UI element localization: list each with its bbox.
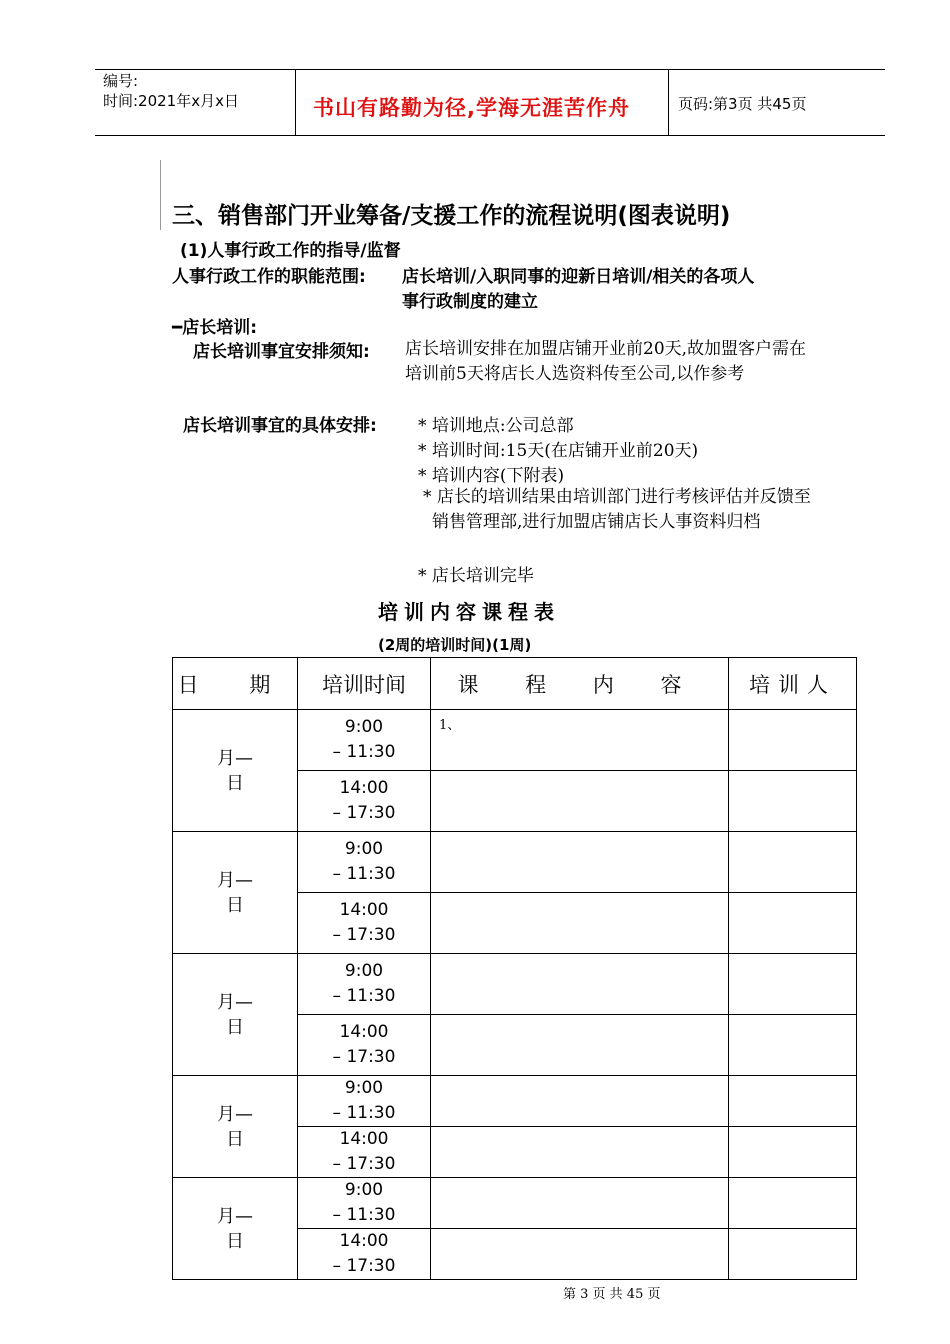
content-cell[interactable] [431,1178,729,1229]
store-training-heading: ━店长培训: [172,318,258,338]
date-month: 月— [217,991,253,1013]
header-bottom-rule [95,135,885,136]
date-month: 月— [217,1205,253,1227]
time-start: 9:00 [344,1180,384,1200]
content-cell[interactable] [431,954,729,1015]
arrangement-label: 店长培训事宜的具体安排: [183,416,377,436]
time-end: – 17:30 [332,1154,396,1174]
time-cell [298,1229,431,1280]
date-cell [173,954,298,1076]
time-start: 14:00 [339,1129,389,1149]
trainer-cell[interactable] [729,1178,857,1229]
time-end: – 11:30 [332,742,396,762]
doc-number-label: 编号: [103,72,139,90]
content-cell[interactable] [431,1015,729,1076]
arrangement-item: * 培训内容(下附表) [418,466,565,486]
time-start: 14:00 [339,900,389,920]
header-trainer: 培训人 [729,658,857,710]
time-start: 14:00 [339,778,389,798]
notice-text: 店长培训安排在加盟店铺开业前20天,故加盟客户需在培训前5天将店长人选资料传至公司,以作参考 [405,339,807,384]
time-start: 9:00 [344,839,384,859]
table-row [173,954,857,1015]
section-title: 三、销售部门开业筹备/支援工作的流程说明(图表说明) [172,203,731,229]
date-month: 月— [217,1103,253,1125]
table-row [173,710,857,771]
date-cell [173,1076,298,1178]
arrangement-item: * 培训时间:15天(在店铺开业前20天) [418,441,699,461]
header-divider-right [668,69,669,136]
date-day: 日 [226,894,244,916]
date-cell [173,1178,298,1280]
header-page-label: 页码:第3页 共45页 [678,95,807,113]
header-time: 培训时间 [298,658,431,710]
time-end: – 11:30 [332,1205,396,1225]
time-cell [298,893,431,954]
header-date: 日 期 [173,658,298,710]
content-cell[interactable] [431,832,729,893]
time-start: 9:00 [344,961,384,981]
trainer-cell[interactable] [729,1229,857,1280]
training-schedule-table [172,657,857,1280]
time-end: – 17:30 [332,1047,396,1067]
time-start: 14:00 [339,1022,389,1042]
content-cell[interactable] [431,771,729,832]
doc-time-label: 时间:2021年x月x日 [103,92,239,110]
header-divider-left [295,69,296,136]
time-end: – 11:30 [332,1103,396,1123]
header-motto: 书山有路勤为径,学海无涯苦作舟 [313,96,630,120]
time-cell [298,1127,431,1178]
table-row [173,1076,857,1127]
table-subtitle: (2周的培训时间)(1周) [378,636,532,654]
content-cell[interactable] [431,1229,729,1280]
time-start: 9:00 [344,717,384,737]
date-cell [173,710,298,832]
content-cell[interactable] [431,893,729,954]
content-cell[interactable]: 1、 [431,710,729,771]
arrangement-item: * 培训地点:公司总部 [418,416,574,436]
arrangement-item: * 店长培训完毕 [418,566,534,586]
trainer-cell[interactable] [729,710,857,771]
trainer-cell[interactable] [729,1015,857,1076]
time-cell [298,1015,431,1076]
page-footer: 第 3 页 共 45 页 [563,1287,661,1302]
trainer-cell[interactable] [729,832,857,893]
header-content: 课 程 内 容 [431,658,729,710]
content-cell[interactable] [431,1127,729,1178]
time-end: – 11:30 [332,986,396,1006]
time-cell [298,832,431,893]
trainer-cell[interactable] [729,1076,857,1127]
time-cell [298,710,431,771]
scope-text-line2: 事行政制度的建立 [402,292,538,312]
time-end: – 17:30 [332,803,396,823]
date-month: 月— [217,747,253,769]
scope-label: 人事行政工作的职能范围: [172,267,366,287]
time-cell [298,1178,431,1229]
date-day: 日 [226,1016,244,1038]
arrangement-item: * 店长的培训结果由培训部门进行考核评估并反馈至销售管理部,进行加盟店铺店长人事资料归档 [423,487,811,532]
date-day: 日 [226,1230,244,1252]
table-title: 培训内容课程表 [378,600,560,624]
margin-bar [160,160,161,230]
table-row [173,1178,857,1229]
header-top-rule [95,69,885,70]
date-month: 月— [217,869,253,891]
trainer-cell[interactable] [729,893,857,954]
content-cell[interactable] [431,1076,729,1127]
notice-label: 店长培训事宜安排须知: [193,342,370,362]
date-day: 日 [226,772,244,794]
trainer-cell[interactable] [729,1127,857,1178]
time-start: 14:00 [339,1231,389,1251]
subsection-title: (1)人事行政工作的指导/监督 [180,241,401,261]
time-start: 9:00 [344,1078,384,1098]
date-day: 日 [226,1128,244,1150]
time-end: – 17:30 [332,1256,396,1276]
date-cell [173,832,298,954]
scope-text-line1: 店长培训/入职同事的迎新日培训/相关的各项人 [402,267,755,287]
table-row [173,832,857,893]
table-header-row [173,658,857,710]
trainer-cell[interactable] [729,771,857,832]
time-end: – 11:30 [332,864,396,884]
trainer-cell[interactable] [729,954,857,1015]
time-cell [298,954,431,1015]
time-end: – 17:30 [332,925,396,945]
time-cell [298,771,431,832]
time-cell [298,1076,431,1127]
